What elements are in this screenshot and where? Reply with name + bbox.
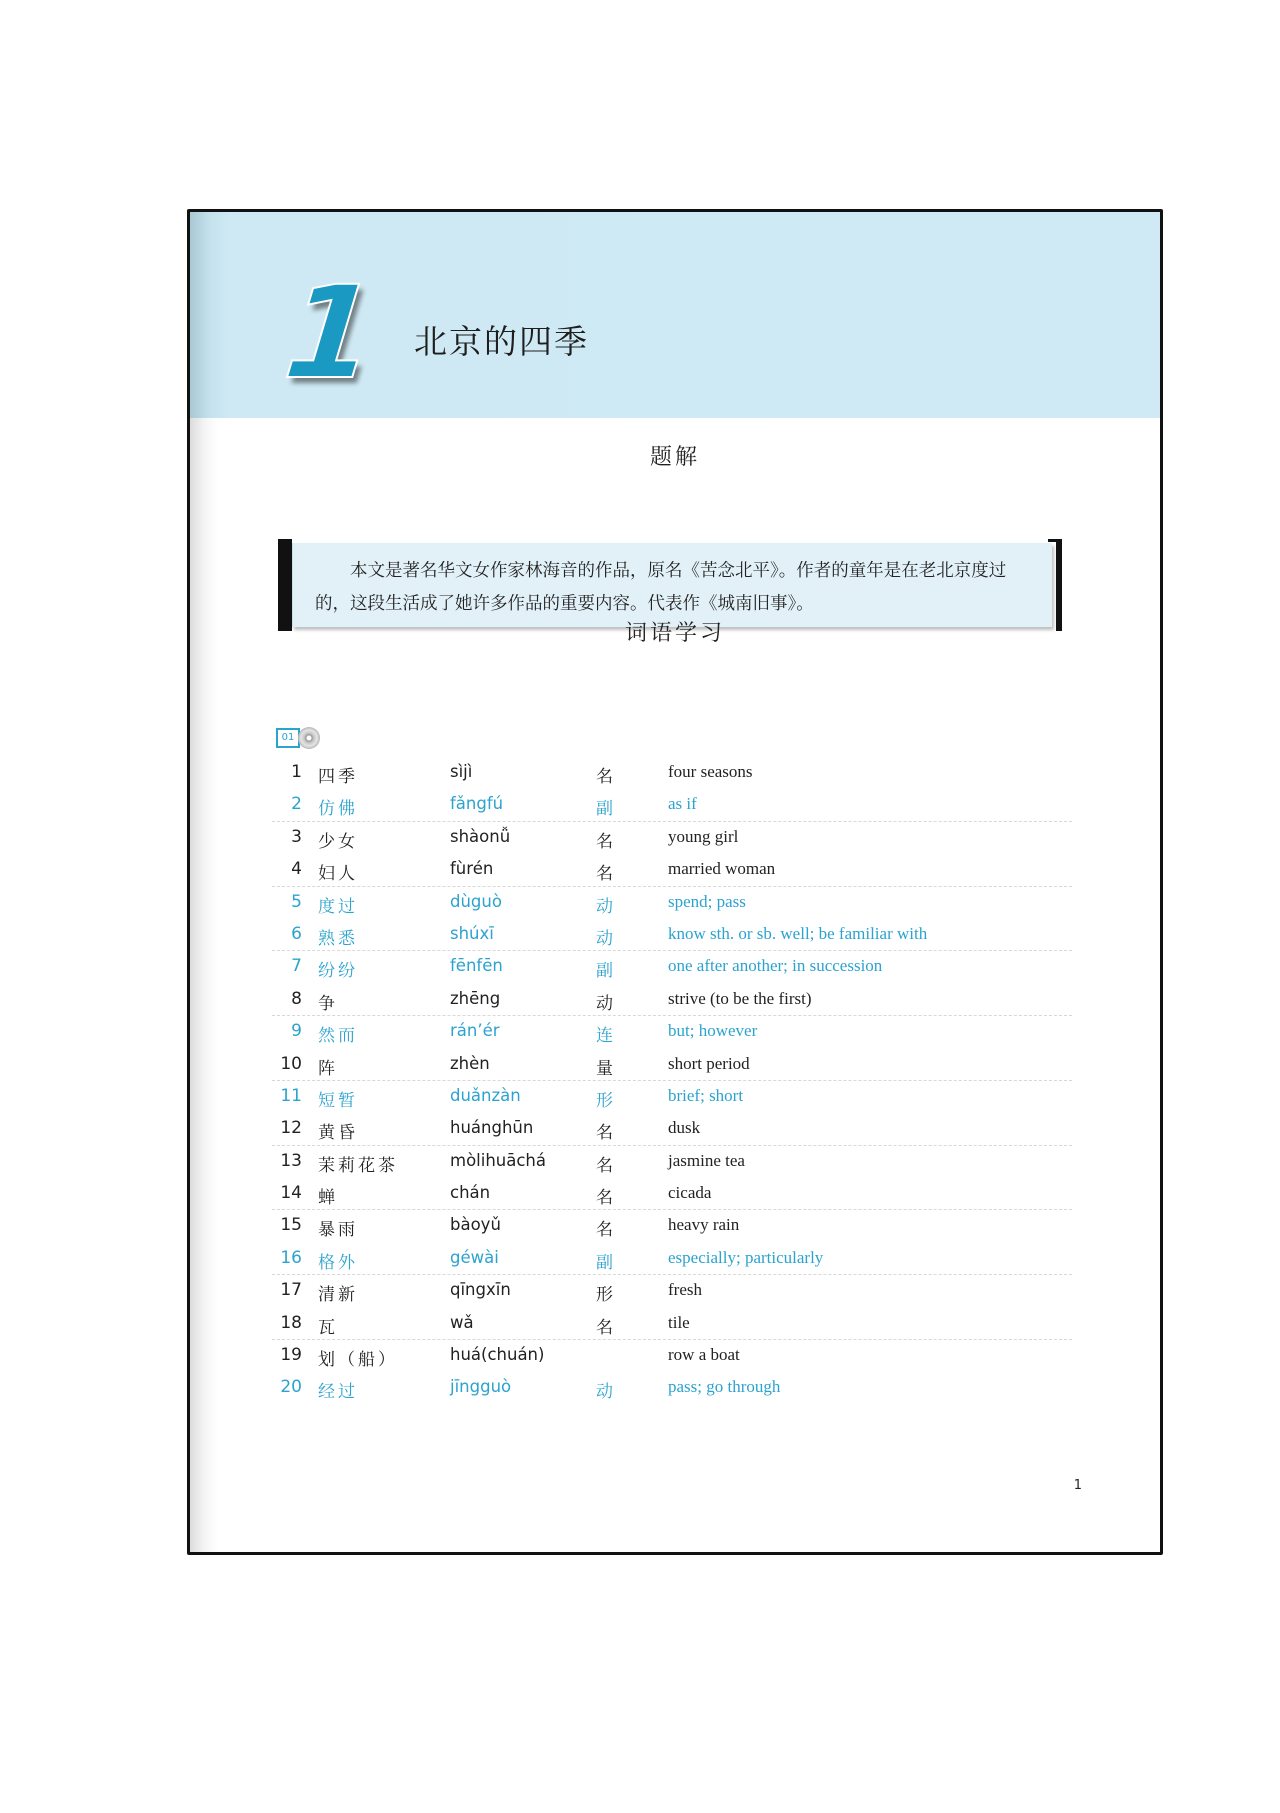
vocab-row xyxy=(272,1048,1072,1080)
vocab-pinyin: zhèn xyxy=(450,1053,490,1073)
vocab-definition: brief; short xyxy=(668,1085,744,1105)
vocab-word: 四季 xyxy=(318,767,358,787)
vocab-pinyin: fǎngfú xyxy=(450,794,504,814)
intro-text: 本文是著名华文女作家林海音的作品，原名《苦念北平》。作者的童年是在老北京度过的，这段生活成了她许多作品的重要内容。代表作《城南旧事》。 xyxy=(315,561,1007,614)
vocab-number: 4 xyxy=(291,859,302,880)
vocab-pinyin: fēnfēn xyxy=(450,956,503,976)
vocab-definition: tile xyxy=(668,1312,690,1332)
intro-heading: 题解 xyxy=(649,445,700,470)
vocab-row xyxy=(272,918,1072,950)
vocabulary-list xyxy=(272,756,1072,1404)
vocab-part-of-speech: 形 xyxy=(596,1090,613,1111)
vocab-row xyxy=(272,1112,1072,1144)
vocab-number: 1 xyxy=(291,762,302,782)
vocab-row xyxy=(272,788,1072,820)
vocab-definition: dusk xyxy=(668,1118,701,1138)
vocab-word: 然而 xyxy=(318,1026,358,1047)
vocab-part-of-speech: 名 xyxy=(596,1123,613,1144)
vocab-word: 争 xyxy=(318,993,338,1014)
vocab-definition: heavy rain xyxy=(668,1215,740,1235)
vocab-number: 9 xyxy=(291,1021,302,1042)
vocab-word: 格外 xyxy=(318,1252,358,1273)
vocab-part-of-speech: 动 xyxy=(596,928,613,949)
vocab-row xyxy=(272,1371,1072,1403)
vocab-row xyxy=(272,1339,1072,1371)
vocab-number: 11 xyxy=(280,1085,302,1106)
vocab-part-of-speech: 动 xyxy=(596,1382,613,1403)
vocab-word: 少女 xyxy=(318,831,358,852)
vocab-number: 7 xyxy=(291,956,302,977)
intro-box-fill xyxy=(292,543,1052,627)
vocab-definition: jasmine tea xyxy=(668,1150,745,1170)
vocab-pinyin: huá(chuán) xyxy=(450,1345,545,1365)
vocab-word: 蝉 xyxy=(318,1188,338,1209)
vocab-row xyxy=(272,1307,1072,1339)
vocab-number: 14 xyxy=(280,1183,302,1204)
vocab-word: 熟悉 xyxy=(318,928,358,949)
vocab-word: 黄昏 xyxy=(318,1123,358,1144)
vocab-part-of-speech: 副 xyxy=(596,1252,613,1273)
vocab-definition: cicada xyxy=(668,1183,712,1203)
vocab-word: 短暂 xyxy=(318,1090,358,1111)
vocab-row xyxy=(272,1015,1072,1047)
vocab-row xyxy=(272,1080,1072,1112)
vocab-pinyin: dùguò xyxy=(450,891,502,911)
vocab-row xyxy=(272,983,1072,1015)
vocab-word: 暴雨 xyxy=(318,1220,358,1241)
vocab-number: 5 xyxy=(291,891,302,912)
vocab-part-of-speech: 名 xyxy=(596,831,613,852)
vocab-definition: short period xyxy=(668,1053,750,1073)
vocab-word: 纷纷 xyxy=(318,961,358,982)
vocab-word: 清新 xyxy=(318,1285,358,1306)
vocab-row xyxy=(272,1242,1072,1274)
vocab-pinyin: duǎnzàn xyxy=(450,1085,521,1105)
vocab-definition: row a boat xyxy=(668,1345,740,1365)
vocab-pinyin: sìjì xyxy=(450,762,473,781)
vocab-word: 经过 xyxy=(318,1382,358,1403)
vocab-definition: young girl xyxy=(668,826,739,846)
vocab-part-of-speech: 量 xyxy=(596,1058,613,1079)
vocab-definition: pass; go through xyxy=(668,1377,781,1397)
vocab-definition: especially; particularly xyxy=(668,1247,824,1267)
vocab-number: 2 xyxy=(291,794,302,815)
vocab-definition: fresh xyxy=(668,1280,702,1300)
vocab-part-of-speech: 副 xyxy=(596,799,613,820)
vocab-row xyxy=(272,886,1072,918)
lesson-header-band xyxy=(190,212,1160,418)
vocab-pinyin: jīngguò xyxy=(450,1377,512,1397)
vocab-pinyin: chán xyxy=(450,1183,491,1203)
vocab-row xyxy=(272,821,1072,853)
vocab-part-of-speech: 副 xyxy=(596,961,613,982)
vocab-word: 仿佛 xyxy=(318,799,358,820)
vocab-number: 17 xyxy=(280,1280,302,1301)
vocab-part-of-speech: 名 xyxy=(596,864,613,885)
vocab-word: 瓦 xyxy=(318,1317,338,1338)
vocab-row xyxy=(272,950,1072,982)
vocab-pinyin: géwài xyxy=(450,1247,499,1267)
vocab-word: 阵 xyxy=(318,1058,338,1079)
vocab-definition: four seasons xyxy=(668,762,753,781)
vocab-number: 8 xyxy=(291,988,302,1009)
vocab-definition: know sth. or sb. well; be familiar with xyxy=(668,923,928,943)
vocab-part-of-speech: 名 xyxy=(596,1155,613,1176)
vocab-word: 妇人 xyxy=(318,864,358,885)
vocab-definition: spend; pass xyxy=(668,891,746,911)
vocab-word: 茉莉花茶 xyxy=(318,1155,398,1176)
textbook-page xyxy=(187,209,1163,1555)
vocab-word: 划（船） xyxy=(318,1350,398,1371)
vocab-number: 10 xyxy=(280,1053,302,1074)
vocab-row xyxy=(272,1145,1072,1177)
lesson-number: 1 xyxy=(278,259,383,408)
vocab-definition: one after another; in succession xyxy=(668,956,883,976)
vocab-row xyxy=(272,1209,1072,1241)
vocab-row xyxy=(272,1274,1072,1306)
vocab-pinyin: huánghūn xyxy=(450,1118,534,1138)
page-number: 1 xyxy=(1073,1478,1082,1493)
vocab-pinyin: rán’ér xyxy=(450,1021,500,1041)
vocab-pinyin: bàoyǔ xyxy=(450,1215,501,1235)
vocab-number: 16 xyxy=(280,1247,302,1268)
vocab-part-of-speech: 形 xyxy=(596,1285,613,1306)
vocab-pinyin: fùrén xyxy=(450,859,494,879)
vocab-definition: married woman xyxy=(668,859,776,879)
vocab-part-of-speech: 动 xyxy=(596,993,613,1014)
vocab-word: 度过 xyxy=(318,896,358,917)
vocab-part-of-speech: 连 xyxy=(596,1026,613,1047)
vocab-pinyin: zhēng xyxy=(450,988,501,1008)
lesson-title: 北京的四季 xyxy=(414,322,589,361)
vocab-row xyxy=(272,853,1072,885)
vocab-number: 19 xyxy=(280,1345,302,1366)
vocab-number: 18 xyxy=(280,1312,302,1333)
vocab-number: 12 xyxy=(280,1118,302,1139)
vocab-part-of-speech: 名 xyxy=(596,767,613,787)
vocab-definition: as if xyxy=(668,794,697,814)
vocab-number: 15 xyxy=(280,1215,302,1236)
vocab-part-of-speech: 名 xyxy=(596,1220,613,1241)
vocab-number: 6 xyxy=(291,923,302,944)
vocab-definition: strive (to be the first) xyxy=(668,988,812,1008)
vocab-pinyin: qīngxīn xyxy=(450,1280,511,1300)
vocab-pinyin: shúxī xyxy=(450,923,494,943)
vocabulary-heading: 词语学习 xyxy=(624,621,725,646)
cd-audio-icon[interactable] xyxy=(298,727,320,749)
vocab-part-of-speech: 名 xyxy=(596,1317,613,1338)
vocab-row xyxy=(272,756,1072,788)
audio-track-badge[interactable]: 01 xyxy=(276,728,300,748)
vocab-number: 20 xyxy=(280,1377,302,1398)
vocab-row xyxy=(272,1177,1072,1209)
vocab-pinyin: wǎ xyxy=(450,1312,474,1332)
vocab-number: 3 xyxy=(291,826,302,847)
vocab-number: 13 xyxy=(280,1150,302,1171)
vocab-part-of-speech: 名 xyxy=(596,1188,613,1209)
vocab-pinyin: shàonǚ xyxy=(450,826,511,846)
vocab-definition: but; however xyxy=(668,1021,758,1041)
vocab-pinyin: mòlihuāchá xyxy=(450,1150,547,1170)
vocab-part-of-speech: 动 xyxy=(596,896,613,917)
